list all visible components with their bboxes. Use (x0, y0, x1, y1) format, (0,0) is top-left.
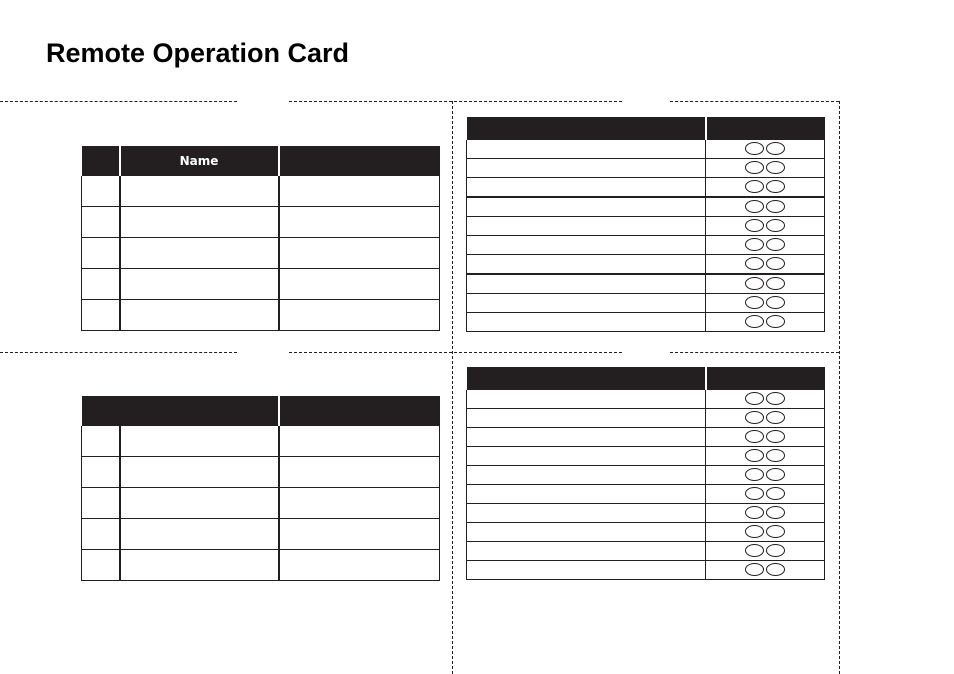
option-cell (706, 313, 825, 332)
table-cell[interactable] (120, 176, 279, 207)
table-cell[interactable] (82, 457, 120, 488)
table-row (467, 409, 825, 428)
option-oval-right[interactable] (766, 544, 785, 557)
option-oval-left[interactable] (745, 142, 764, 155)
option-oval-right[interactable] (766, 563, 785, 576)
table-header-row (82, 396, 440, 426)
table-cell[interactable] (279, 519, 440, 550)
table-row (467, 294, 825, 313)
table-row (467, 255, 825, 275)
left-table-1 (81, 146, 440, 331)
column-header (279, 146, 440, 176)
table-cell[interactable] (82, 519, 120, 550)
table-cell[interactable] (467, 447, 706, 466)
table-row (82, 300, 440, 331)
table-row (82, 550, 440, 581)
table-cell[interactable] (82, 550, 120, 581)
option-oval-right[interactable] (766, 296, 785, 309)
table-cell[interactable] (82, 488, 120, 519)
table-row (82, 457, 440, 488)
table-cell[interactable] (120, 300, 279, 331)
table-row (467, 466, 825, 485)
table-row (467, 485, 825, 504)
table-row (467, 447, 825, 466)
option-oval-right[interactable] (766, 468, 785, 481)
table-header-row (467, 367, 825, 390)
option-oval-left[interactable] (745, 544, 764, 557)
table-row (467, 140, 825, 159)
table-cell[interactable] (467, 159, 706, 178)
table-row (467, 523, 825, 542)
table-cell[interactable] (467, 504, 706, 523)
left-table-2 (81, 396, 440, 581)
table-row (82, 176, 440, 207)
option-oval-right[interactable] (766, 277, 785, 290)
table-row (82, 238, 440, 269)
column-header (467, 367, 706, 390)
table-cell[interactable] (120, 238, 279, 269)
option-cell (706, 217, 825, 236)
option-oval-left[interactable] (745, 468, 764, 481)
option-cell (706, 542, 825, 561)
option-oval-left[interactable] (745, 449, 764, 462)
option-cell (706, 561, 825, 580)
table-header-row (467, 117, 825, 140)
table-cell[interactable] (279, 269, 440, 300)
option-cell (706, 255, 825, 275)
table-cell[interactable] (467, 542, 706, 561)
option-oval-right[interactable] (766, 487, 785, 500)
table-cell[interactable] (120, 519, 279, 550)
table-cell[interactable] (467, 313, 706, 332)
table-cell[interactable] (467, 217, 706, 236)
table-cell[interactable] (82, 426, 120, 457)
table-row (467, 313, 825, 332)
table-row (82, 426, 440, 457)
option-oval-left[interactable] (745, 180, 764, 193)
cut-line-top-left (0, 101, 237, 102)
table-cell[interactable] (467, 255, 706, 275)
option-cell (706, 390, 825, 409)
column-header (82, 396, 120, 426)
table-cell[interactable] (279, 550, 440, 581)
table-row (82, 269, 440, 300)
option-cell (706, 504, 825, 523)
option-oval-left[interactable] (745, 430, 764, 443)
cut-line-mid-right (670, 352, 839, 353)
column-header (706, 367, 825, 390)
option-oval-right[interactable] (766, 392, 785, 405)
table-cell[interactable] (467, 178, 706, 198)
table-row (467, 561, 825, 580)
column-header (120, 396, 279, 426)
table-cell[interactable] (120, 488, 279, 519)
table-row (82, 488, 440, 519)
table-cell[interactable] (279, 176, 440, 207)
option-cell (706, 447, 825, 466)
option-oval-right[interactable] (766, 142, 785, 155)
table-row (467, 217, 825, 236)
table-cell[interactable] (120, 550, 279, 581)
option-oval-left[interactable] (745, 563, 764, 576)
option-cell (706, 523, 825, 542)
table-cell[interactable] (467, 274, 706, 294)
table-cell[interactable] (279, 488, 440, 519)
table-cell[interactable] (467, 236, 706, 255)
table-row (82, 207, 440, 238)
column-header (467, 117, 706, 140)
option-oval-left[interactable] (745, 411, 764, 424)
cut-line-right-vertical (839, 101, 840, 674)
option-oval-right[interactable] (766, 161, 785, 174)
option-oval-right[interactable] (766, 238, 785, 251)
table-row (467, 390, 825, 409)
option-cell (706, 236, 825, 255)
table-row (467, 236, 825, 255)
option-cell (706, 466, 825, 485)
table-cell[interactable] (467, 428, 706, 447)
table-cell[interactable] (279, 207, 440, 238)
table-header-row (82, 146, 440, 176)
option-oval-right[interactable] (766, 506, 785, 519)
cut-line-center-vertical (452, 101, 453, 674)
table-cell[interactable] (82, 238, 120, 269)
table-cell[interactable] (82, 300, 120, 331)
table-cell[interactable] (82, 176, 120, 207)
table-row (467, 542, 825, 561)
option-oval-right[interactable] (766, 200, 785, 213)
table-cell[interactable] (467, 294, 706, 313)
option-cell (706, 428, 825, 447)
option-oval-right[interactable] (766, 525, 785, 538)
option-oval-left[interactable] (745, 506, 764, 519)
option-oval-left[interactable] (745, 296, 764, 309)
option-oval-right[interactable] (766, 411, 785, 424)
option-cell (706, 409, 825, 428)
column-header-name: Name (120, 146, 279, 176)
cut-line-mid-left (0, 352, 237, 353)
option-cell (706, 274, 825, 294)
option-cell (706, 294, 825, 313)
option-oval-left[interactable] (745, 257, 764, 270)
table-cell[interactable] (467, 197, 706, 217)
table-cell[interactable] (120, 269, 279, 300)
table-cell[interactable] (279, 426, 440, 457)
table-cell[interactable] (120, 207, 279, 238)
cut-line-top-right (670, 101, 839, 102)
option-cell (706, 159, 825, 178)
table-row (467, 159, 825, 178)
option-cell (706, 197, 825, 217)
option-oval-right[interactable] (766, 315, 785, 328)
table-cell[interactable] (467, 523, 706, 542)
option-oval-left[interactable] (745, 238, 764, 251)
cut-line-mid-mid (289, 352, 622, 353)
table-row (467, 197, 825, 217)
option-oval-right[interactable] (766, 180, 785, 193)
cut-line-top-mid (289, 101, 622, 102)
option-cell (706, 140, 825, 159)
table-cell[interactable] (120, 457, 279, 488)
table-cell[interactable] (82, 269, 120, 300)
table-cell[interactable] (279, 238, 440, 269)
option-oval-right[interactable] (766, 449, 785, 462)
option-oval-right[interactable] (766, 430, 785, 443)
table-row (467, 178, 825, 198)
option-oval-left[interactable] (745, 161, 764, 174)
table-row (82, 519, 440, 550)
table-cell[interactable] (467, 390, 706, 409)
table-cell[interactable] (467, 409, 706, 428)
option-oval-left[interactable] (745, 219, 764, 232)
table-cell[interactable] (279, 300, 440, 331)
page-title: Remote Operation Card (46, 38, 350, 68)
table-cell[interactable] (82, 207, 120, 238)
table-row (467, 504, 825, 523)
table-row (467, 428, 825, 447)
option-oval-right[interactable] (766, 257, 785, 270)
table-cell[interactable] (467, 485, 706, 504)
option-cell (706, 485, 825, 504)
option-oval-left[interactable] (745, 315, 764, 328)
table-row (467, 274, 825, 294)
column-header (279, 396, 440, 426)
option-oval-left[interactable] (745, 392, 764, 405)
table-cell[interactable] (467, 561, 706, 580)
option-oval-left[interactable] (745, 277, 764, 290)
table-cell[interactable] (279, 457, 440, 488)
option-cell (706, 178, 825, 198)
option-oval-left[interactable] (745, 200, 764, 213)
table-cell[interactable] (120, 426, 279, 457)
column-header (82, 146, 120, 176)
option-oval-left[interactable] (745, 525, 764, 538)
right-table-1 (466, 117, 825, 332)
column-header (706, 117, 825, 140)
right-table-2 (466, 367, 825, 580)
table-cell[interactable] (467, 466, 706, 485)
option-oval-right[interactable] (766, 219, 785, 232)
table-cell[interactable] (467, 140, 706, 159)
option-oval-left[interactable] (745, 487, 764, 500)
